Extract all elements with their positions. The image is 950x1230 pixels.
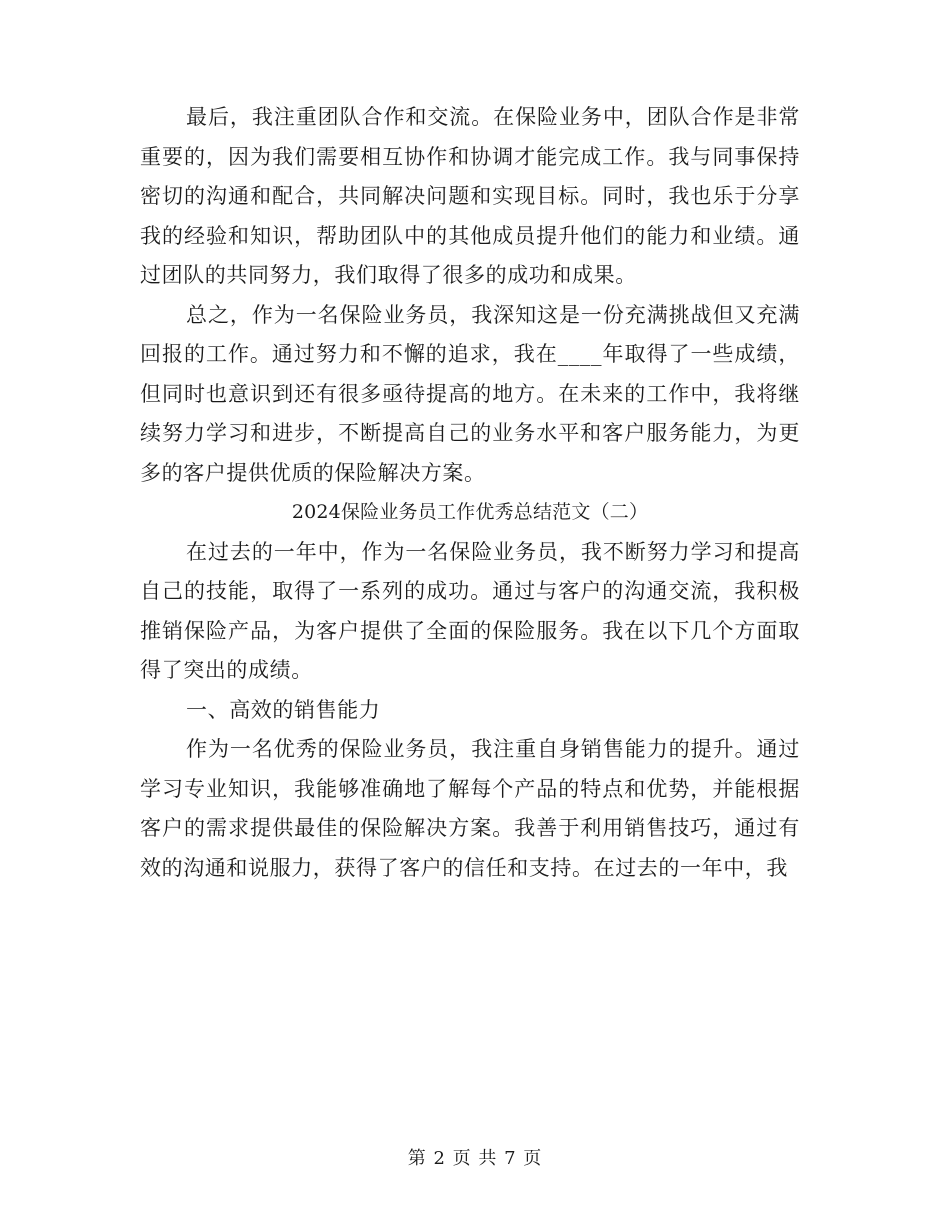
- paragraph-teamwork: 最后，我注重团队合作和交流。在保险业务中，团队合作是非常重要的，因为我们需要相互协作和协调才能完成工作。我与同事保持密切的沟通和配合，共同解决问题和实现目标。同时，我也乐于分享我的经验和知识，帮助团队中的其他成员提升他们的能力和业绩。通过团队的共同努力，我们取得了很多的成功和成果。: [140, 105, 800, 287]
- paragraph-conclusion: 总之，作为一名保险业务员，我深知这是一份充满挑战但又充满回报的工作。通过努力和不懈的追求，我在____年取得了一些成绩，但同时也意识到还有很多亟待提高的地方。在未来的工作中，我将继续努力学习和进步，不断提高自己的业务水平和客户服务能力，为更多的客户提供优质的保险解决方案。: [140, 302, 800, 485]
- paragraph-sales-ability: 作为一名优秀的保险业务员，我注重自身销售能力的提升。通过学习专业知识，我能够准确地了解每个产品的特点和优势，并能根据客户的需求提供最佳的保险解决方案。我善于利用销售技巧，通过有效的沟通和说服力，获得了客户的信任和支持。在过去的一年中，我: [140, 737, 800, 880]
- page-number-footer: 第 2 页 共 7 页: [407, 1148, 543, 1169]
- subheading-sales-ability: 一、高效的销售能力: [186, 697, 381, 722]
- paragraph-intro: 在过去的一年中，作为一名保险业务员，我不断努力学习和提高自己的技能，取得了一系列的成功。通过与客户的沟通交流，我积极推销保险产品，为客户提供了全面的保险服务。我在以下几个方面取得了突出的成绩。: [140, 539, 800, 682]
- section-title: 2024保险业务员工作优秀总结范文（二）: [291, 501, 649, 523]
- document-body: [140, 98, 800, 888]
